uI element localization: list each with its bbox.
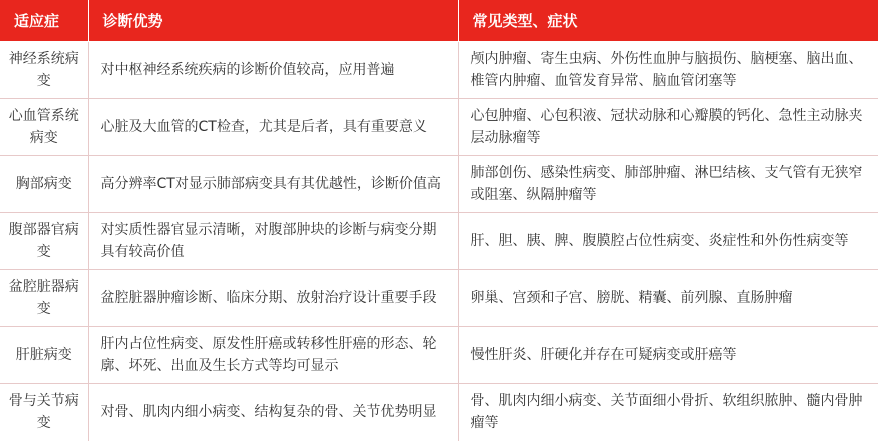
header-row — [0, 0, 878, 42]
types-cell: 慢性肝炎、肝硬化并存在可疑病变或肝癌等 — [458, 327, 878, 384]
indication-cell: 肝脏病变 — [0, 327, 88, 384]
indication-cell: 心血管系统病变 — [0, 99, 88, 156]
types-cell: 卵巢、宫颈和子宫、膀胱、精囊、前列腺、直肠肿瘤 — [458, 270, 878, 327]
types-cell: 心包肿瘤、心包积液、冠状动脉和心瓣膜的钙化、急性主动脉夹层动脉瘤等 — [458, 99, 878, 156]
indication-cell: 腹部器官病变 — [0, 213, 88, 270]
header-advantage: 诊断优势 — [88, 0, 458, 42]
advantage-cell: 心脏及大血管的CT检查，尤其是后者，具有重要意义 — [88, 99, 458, 156]
advantage-cell: 高分辨率CT对显示肺部病变具有其优越性，诊断价值高 — [88, 156, 458, 213]
indication-cell: 胸部病变 — [0, 156, 88, 213]
advantage-cell: 对中枢神经系统疾病的诊断价值较高，应用普遍 — [88, 42, 458, 99]
table-row — [0, 42, 878, 99]
types-cell: 颅内肿瘤、寄生虫病、外伤性血肿与脑损伤、脑梗塞、脑出血、椎管内肿瘤、血管发育异常、脑血管闭塞等 — [458, 42, 878, 99]
types-cell: 骨、肌肉内细小病变、关节面细小骨折、软组织脓肿、髓内骨肿瘤等 — [470, 393, 863, 432]
types-cell: 肝、胆、胰、脾、腹膜腔占位性病变、炎症性和外伤性病变等 — [458, 213, 878, 270]
table-row — [0, 327, 878, 384]
indication-cell: 骨与关节病变 — [0, 384, 88, 441]
types-cell: 肺部创伤、感染性病变、肺部肿瘤、淋巴结核、支气管有无狭窄或阻塞、纵隔肿瘤等 — [458, 156, 878, 213]
table-row — [0, 270, 878, 327]
table-row — [0, 99, 878, 156]
advantage-cell: 对骨、肌肉内细小病变、结构复杂的骨、关节优势明显 — [88, 384, 458, 441]
advantage-cell: 肝内占位性病变、原发性肝癌或转移性肝癌的形态、轮廓、坏死、出血及生长方式等均可显示 — [88, 327, 458, 384]
indication-cell: 盆腔脏器病变 — [0, 270, 88, 327]
table-row — [0, 213, 878, 270]
header-indication: 适应症 — [0, 0, 88, 42]
advantage-cell: 对实质性器官显示清晰，对腹部肿块的诊断与病变分期具有较高价值 — [88, 213, 458, 270]
indication-cell: 神经系统病变 — [0, 42, 88, 99]
table-row — [0, 384, 878, 441]
header-types: 常见类型、症状 — [458, 0, 878, 42]
advantage-cell: 盆腔脏器肿瘤诊断、临床分期、放射治疗设计重要手段 — [88, 270, 458, 327]
table-row — [0, 156, 878, 213]
